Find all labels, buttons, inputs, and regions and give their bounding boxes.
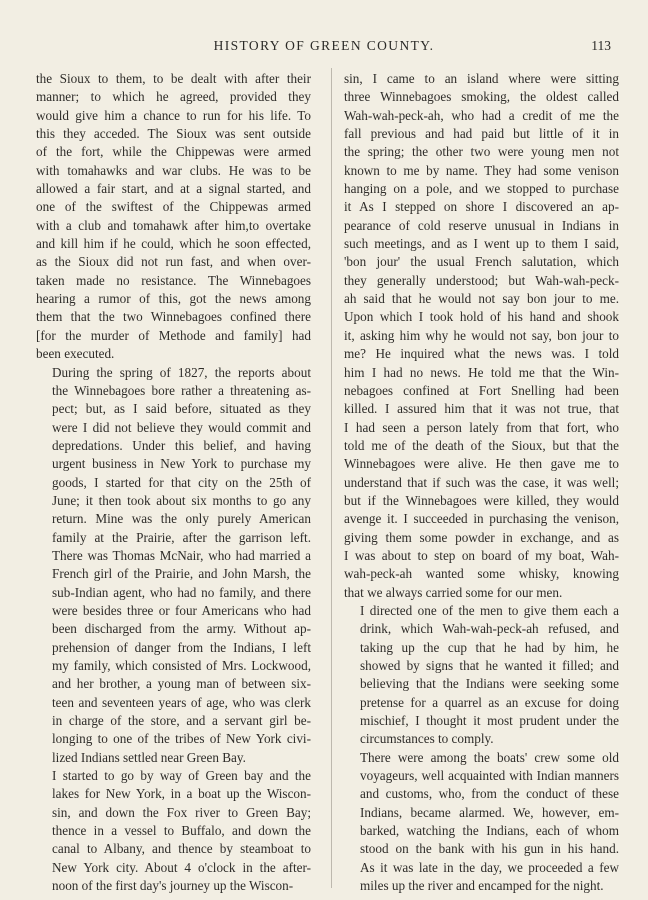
text-line: stood on the bank with his gun in his hand. (360, 841, 619, 857)
text-line: and customs, who, from the conduct of these (360, 786, 619, 802)
text-line: barked, watching the Indians, each of whom (360, 823, 619, 839)
text-line: showed by signs that he wanted it filled; and (360, 658, 619, 673)
text-line: manner; to which he agreed, provided they (36, 89, 311, 105)
text-line: There were among the boats' crew some old (360, 749, 619, 765)
right-column-paragraph-1 (344, 70, 619, 602)
text-line: ah said that he would not say bon jour to me. (344, 291, 619, 307)
text-line: hanging on a pole, and we stopped to purchase (344, 181, 619, 197)
text-line: wah-peck-ah wanted some whisky, knowing (344, 566, 619, 582)
column-divider (331, 68, 332, 888)
text-line: French girl of the Prairie, and John Marsh, the (52, 566, 311, 582)
text-line: him I had no news. He told me that the Win- (344, 364, 619, 380)
left-column (36, 70, 311, 895)
text-line: but if the Winnebagoes were killed, they would (344, 492, 619, 508)
text-line: and her brother, a young man of between six- (52, 676, 311, 692)
text-line: I started to go by way of Green bay and the (52, 768, 311, 784)
text-line: pretense for a quarrel as an excuse for doing (360, 694, 619, 710)
text-line: canal to Albany, and thence by steamboat to (52, 841, 311, 857)
text-line: voyageurs, well acquainted with Indian manners (360, 768, 619, 784)
running-title: HISTORY OF GREEN COUNTY. (213, 38, 435, 53)
text-line: taking up the cup that he had by him, he (360, 639, 619, 655)
text-line: would give him a chance to run for his life. To (36, 107, 311, 123)
text-line: understand that if such was the case, it was well; (344, 474, 619, 490)
text-line: hearing a rumor of this, got the news among (36, 291, 311, 307)
text-line: told me of the death of the Sioux, but that the (344, 437, 619, 453)
text-line: that we always carried some for our men. (344, 584, 563, 600)
text-line: were I did not believe they would commit and (52, 419, 311, 435)
text-line: urgent business in New York to purchase my (52, 456, 311, 472)
text-line: New York city. About 4 o'clock in the after- (52, 859, 311, 875)
text-line: sin, and down the Fox river to Green Bay; (52, 804, 311, 820)
left-column-paragraph-3 (36, 767, 311, 895)
text-line: this they acceded. The Sioux was sent outside (36, 126, 311, 142)
text-line: one of the swiftest of the Chippewas armed (36, 199, 311, 215)
text-line: with a club and tomahawk after him,to overtake (36, 217, 311, 233)
text-line: avenge it. I succeeded in purchasing the venison, (344, 511, 619, 527)
text-line: sub-Indian agent, who had no family, and there (52, 584, 311, 600)
text-line: it, asking him why he would not say, bon jour to (344, 327, 619, 343)
text-line: giving them some powder in exchange, and as (344, 529, 619, 545)
text-line: three Winnebagoes smoking, the oldest called (344, 89, 619, 105)
text-line: with tomahawks and war clubs. He was to be (36, 162, 311, 178)
text-line: teen and seventeen years of age, who was clerk (52, 694, 311, 710)
text-line: the spring; the other two were young men not (344, 144, 619, 160)
text-line: mischief, I thought it most prudent under the (360, 713, 619, 729)
text-line: taken made no resistance. The Winnebagoes (36, 272, 311, 288)
text-line: pect; but, as I said before, situated as they (52, 401, 311, 417)
text-line: noon of the first day's journey up the Wiscon- (52, 878, 294, 894)
text-line: them that the two Winnebagoes confined there (36, 309, 311, 325)
left-column-paragraph-2 (36, 364, 311, 768)
text-line: of the fort, while the Chippewas were armed (36, 144, 311, 160)
text-line: allowed a fair start, and at a signal started, and (36, 181, 311, 197)
text-line: circumstances to comply. (360, 731, 494, 747)
text-line: fall previous and had paid but little of it in (344, 126, 619, 142)
text-line: There was Thomas McNair, who had married a (52, 547, 311, 563)
text-line: lakes for New York, in a boat up the Wiscon- (52, 786, 311, 802)
text-line: During the spring of 1827, the reports about (52, 364, 311, 380)
right-column-paragraph-2 (344, 602, 619, 749)
text-line: Winnebagoes were alive. He then gave me to (344, 456, 619, 472)
text-line: nebagoes confined at Fort Snelling had been (344, 382, 619, 398)
left-column-paragraph-1 (36, 70, 311, 364)
page-number: 113 (591, 38, 611, 53)
text-line: June; it then took about six months to go any (52, 492, 311, 508)
text-line: been executed. (36, 346, 115, 362)
text-line: I had seen a person lately from that fort, who (344, 419, 619, 435)
text-line: been discharged from the army. Without ap- (52, 621, 311, 637)
right-column-paragraph-3 (344, 749, 619, 896)
text-line: depredations. Under this belief, and having (52, 437, 311, 453)
text-line: miles up the river and encamped for the night. (360, 878, 604, 894)
text-line: Upon which I took hold of his hand and shook (344, 309, 619, 325)
text-line: were besides three or four Americans who had (52, 602, 311, 618)
text-line: me? He inquired what the news was. I told (344, 346, 619, 362)
text-line: known to me by name. They had some venison (344, 162, 619, 178)
text-line: in charge of the store, and a servant girl be- (52, 713, 311, 729)
text-line: [for the murder of Methode and family] had (36, 327, 311, 343)
text-line: my family, which consisted of Mrs. Lockwood, (52, 658, 311, 673)
text-line: pearance of cold reserve unusual in Indians in (344, 217, 619, 233)
text-line: I was about to step on board of my boat, Wah- (344, 547, 619, 563)
text-line: drink, which Wah-wah-peck-ah refused, and (360, 621, 619, 637)
text-line: believing that the Indians were seeking some (360, 676, 619, 692)
text-line: Indians, became alarmed. We, however, em- (360, 804, 619, 820)
right-column (344, 70, 619, 895)
page-header (0, 38, 648, 58)
text-line: goods, I started for that city on the 25th of (52, 474, 311, 490)
text-line: I directed one of the men to give them each a (360, 602, 619, 618)
text-line: such meetings, and as I went up to them I said, (344, 236, 619, 252)
text-line: sin, I came to an island where were sitting (344, 71, 619, 86)
text-line: they generally understood; but Wah-wah-peck- (344, 272, 619, 288)
text-line: killed. I assured him that it was not true, that (344, 401, 619, 417)
text-line: thence in a vessel to Buffalo, and down the (52, 823, 311, 839)
text-line: and kill him if he could, which he soon effected, (36, 236, 311, 252)
text-line: family at the Prairie, after the garrison left. (52, 529, 311, 545)
text-line: longing to one of the tribes of New York civi- (52, 731, 311, 747)
text-line: As it was late in the day, we proceeded a few (360, 859, 619, 875)
text-line: the Sioux to them, to be dealt with after their (36, 71, 311, 86)
text-line: it As I stepped on shore I discovered an ap- (344, 199, 619, 215)
text-line: as the Sioux did not run fast, and when over- (36, 254, 311, 270)
text-line: return. Mine was the only purely American (52, 511, 311, 527)
text-line: lized Indians settled near Green Bay. (52, 749, 246, 765)
text-line: the Winnebagoes bore rather a threatening as- (52, 382, 311, 398)
text-line: Wah-wah-peck-ah, who had a credit of me the (344, 107, 619, 123)
text-line: 'bon jour' the usual French salutation, which (344, 254, 619, 270)
text-line: prehension of danger from the Indians, I left (52, 639, 311, 655)
